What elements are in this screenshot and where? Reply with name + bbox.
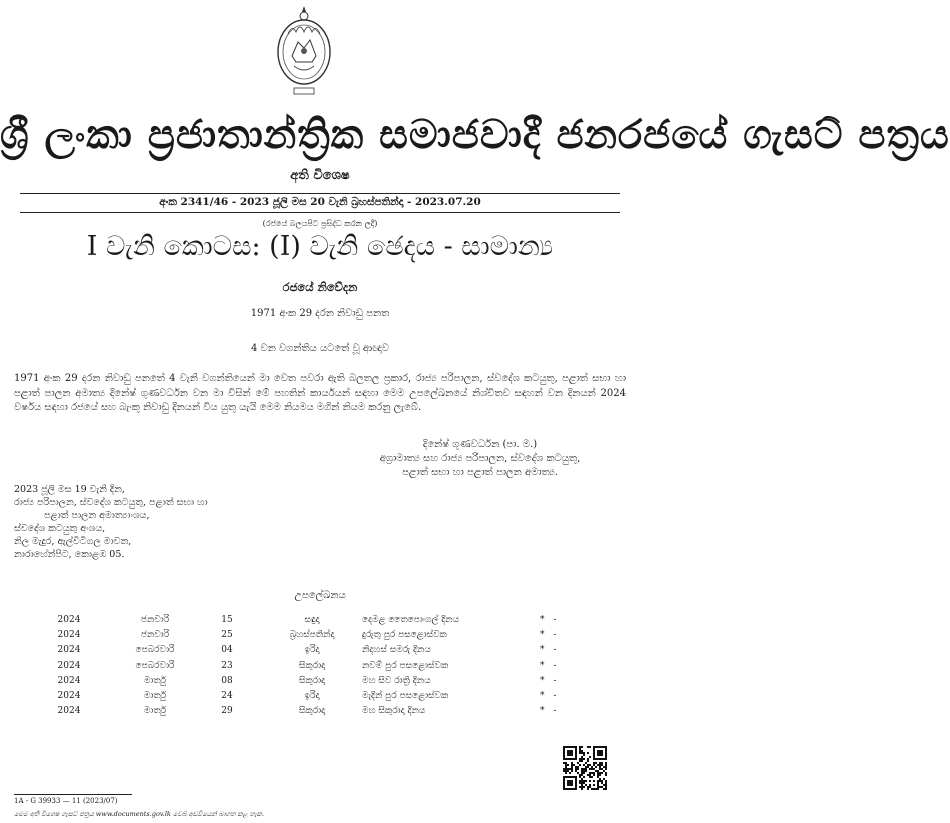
- holiday-month-cell: ජනවාරි: [140, 614, 170, 625]
- holiday-day-cell: 04: [221, 645, 233, 656]
- date-address-line: නිල මැදුර, ඇල්විටිගල මාවත,: [14, 536, 132, 547]
- holiday-weekday-cell: සිකුරාදා: [298, 675, 326, 686]
- schedule-title: උපලේඛනය: [294, 590, 346, 601]
- print-code: 1A - G 39933 — 11 (2023/07): [14, 797, 118, 805]
- holiday-year-cell: 2024: [57, 691, 81, 702]
- table-row: [20, 704, 620, 719]
- qr-code-icon: [563, 746, 607, 790]
- table-row: [20, 627, 620, 642]
- footer-divider: [14, 794, 132, 795]
- holiday-name-cell: දෙමළ තෛපොංගල් දිනය: [362, 614, 460, 625]
- divider: [20, 212, 620, 213]
- holiday-name-cell: මහ සිකුරාදා දිනය: [362, 706, 426, 717]
- holiday-weekday-cell: සිකුරාදා: [298, 706, 326, 717]
- holiday-year-cell: 2024: [57, 675, 81, 686]
- holiday-weekday-cell: ඉරිදා: [304, 645, 320, 656]
- holiday-type-cell: * -: [540, 614, 560, 625]
- holiday-type-cell: * -: [540, 629, 560, 640]
- order-title: 4 වන වගන්තිය යටතේ වූ ආඥාව: [251, 343, 389, 354]
- signatory-title: අග්‍රාමාත්‍ය සහ රාජ්‍ය පරිපාලන, ස්වදේශ කටයුතු,: [379, 453, 581, 464]
- part-title: I වැනි කොටස: (I) වැනි ඡෙදය - සාමාන්‍ය: [86, 231, 554, 262]
- table-row: [20, 643, 620, 658]
- holiday-month-cell: මාර්තු: [143, 691, 167, 702]
- holiday-day-cell: 25: [221, 629, 233, 640]
- holiday-year-cell: 2024: [57, 660, 81, 671]
- section-heading: රජයේ නිවේදන: [282, 280, 358, 294]
- holiday-weekday-cell: ඉරිදා: [304, 691, 320, 702]
- signatory-name: දිනේෂ් ගුණවර්ධන (පා. ම.): [422, 439, 538, 450]
- holiday-table: [20, 612, 620, 719]
- published-note: (රජයේ බලයපිට ප්‍රසිද්ධ කරන ලදී): [262, 219, 378, 228]
- act-reference: 1971 අංක 29 දරන නිවාඩු පනත: [250, 308, 390, 319]
- holiday-name-cell: දුරුතු පුර පසළොස්වක: [362, 629, 447, 640]
- gazette-title: ශ්‍රී ලංකා ප්‍රජාතාන්ත්‍රික සමාජවාදී ජනරජයේ ගැසට් පත්‍රය: [0, 111, 950, 158]
- date-address-line: පළාත් පාලන අමාත්‍යාංශය,: [44, 510, 150, 521]
- table-row: [20, 612, 620, 627]
- signatory-title: පළාත් සභා හා පළාත් පාලන අමාත්‍ය.: [402, 467, 558, 478]
- holiday-weekday-cell: සඳුදා: [304, 614, 320, 625]
- holiday-weekday-cell: සිකුරාදා: [298, 660, 326, 671]
- holiday-day-cell: 23: [221, 660, 233, 671]
- table-row: [20, 658, 620, 673]
- order-body-text: 1971 අංක 29 දරන නිවාඩු පනතේ 4 වැනි වගන්තියෙන් මා වෙත පවරා ඇති බලතල ප්‍රකාර, රාජ්‍ය පරිපාලන, ස්වදේශ කටයුතු, පළාත් සභා හා පළාත් පාලන අමාත්‍ය දිනේෂ් ගුණවර්ධන වන මා විසින් මේ පහතින් කාර්යයන් සඳහා මෙම උපලේඛනයේ නිශ්චිතව සඳහන් වන දිනයන් 2024 වර්ෂය සඳහා රජයේ සහ බැංකු නිවාඩු දිනයන් විය යුතු යැයි මෙම නියමය මගින් නියම කරනු ලැබේ.: [14, 373, 626, 413]
- holiday-month-cell: පෙබරවාරි: [135, 660, 175, 671]
- holiday-year-cell: 2024: [57, 614, 81, 625]
- holiday-day-cell: 15: [221, 614, 233, 625]
- holiday-day-cell: 24: [221, 691, 233, 702]
- holiday-month-cell: පෙබරවාරි: [135, 645, 175, 656]
- divider: [20, 193, 620, 194]
- holiday-month-cell: ජනවාරි: [140, 629, 170, 640]
- holiday-day-cell: 29: [221, 706, 233, 717]
- holiday-month-cell: මාර්තු: [143, 675, 167, 686]
- table-row: [20, 673, 620, 688]
- date-address-block: [14, 483, 294, 561]
- holiday-name-cell: මහ සිව රාත්‍රි දිනය: [362, 675, 431, 686]
- holiday-year-cell: 2024: [57, 629, 81, 640]
- holiday-year-cell: 2024: [57, 645, 81, 656]
- holiday-year-cell: 2024: [57, 706, 81, 717]
- holiday-type-cell: * -: [540, 691, 560, 702]
- holiday-type-cell: * -: [540, 675, 560, 686]
- holiday-type-cell: * -: [540, 706, 560, 717]
- holiday-day-cell: 08: [221, 675, 233, 686]
- date-address-line: රාජ්‍ය පරිපාලන, ස්වදේශ කටයුතු, පළාත් සභා හා: [14, 497, 208, 508]
- table-row: [20, 688, 620, 703]
- date-address-line: ස්වදේශ කටයුතු අංශය,: [14, 523, 106, 534]
- date-address-line: නාරාහේන්පිට, කොළඹ 05.: [14, 549, 125, 560]
- holiday-month-cell: මාර්තු: [143, 706, 167, 717]
- holiday-name-cell: මැදින් පුර පසළොස්වක: [362, 691, 449, 702]
- issue-line: අංක 2341/46 - 2023 ජූලි මස 20 වැනි බ්‍රහස්පතින්දා - 2023.07.20: [159, 196, 481, 208]
- state-emblem-icon: [272, 4, 336, 100]
- holiday-name-cell: නවම් පුර පසළොස්වක: [362, 660, 449, 671]
- holiday-name-cell: නිදහස් සමරු දිනය: [362, 645, 431, 656]
- date-address-line: 2023 ජූලි මස 19 වැනි දින,: [14, 484, 125, 495]
- extraordinary-label: අති විශෙෂ: [290, 168, 350, 183]
- website-note: මෙම අති විශෙෂ ගැසට් පත්‍රය www.documents.gov.lk වෙබ් අඩවියෙන් බාගත කළ හැක.: [14, 810, 265, 818]
- holiday-weekday-cell: බ්‍රහස්පතින්දා: [289, 629, 335, 640]
- holiday-type-cell: * -: [540, 660, 560, 671]
- holiday-type-cell: * -: [540, 645, 560, 656]
